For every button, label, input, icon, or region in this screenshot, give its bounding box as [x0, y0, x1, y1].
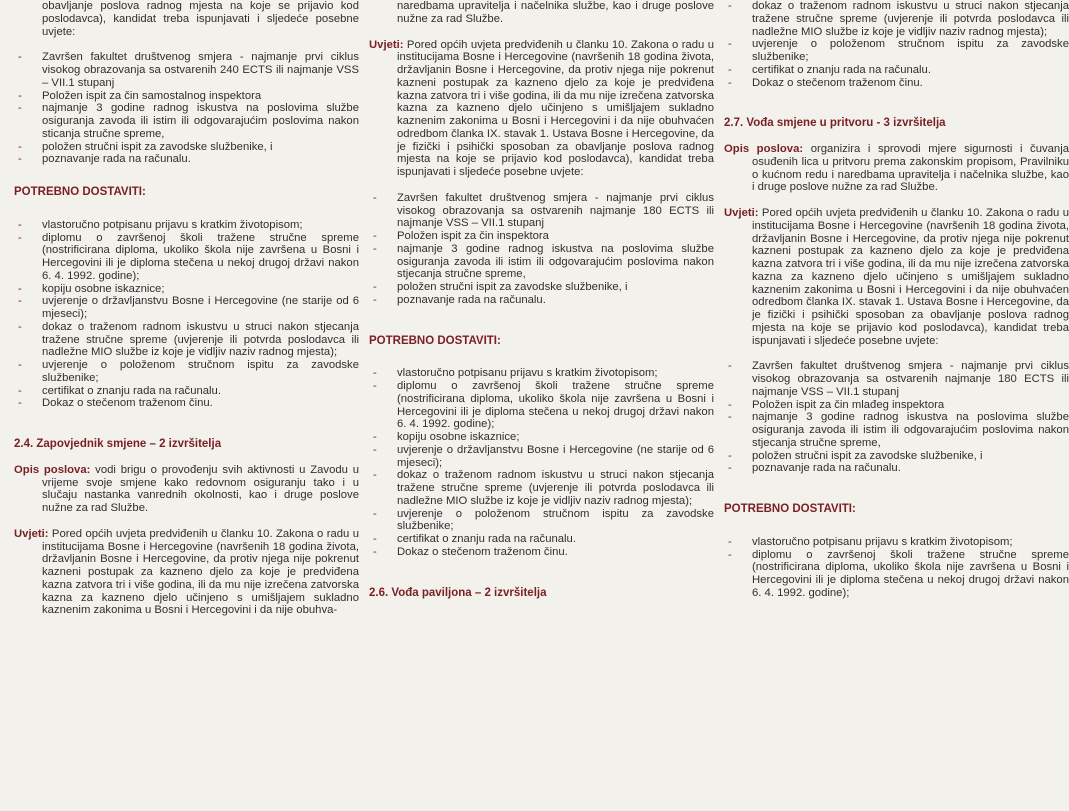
- condition-item: - Položen ispit za čin inspektora: [373, 230, 549, 242]
- uvjeti-paragraph: [14, 528, 359, 617]
- docs-list-continued: [724, 0, 1069, 89]
- dash-icon: -: [18, 384, 22, 397]
- doc-item: - vlastoručno potpisanu prijavu s kratkim životopisom;: [18, 218, 303, 231]
- doc-item: - diplomu o završenoj školi tražene stručne spreme (nostrificirana diploma, ukoliko škola nije završena u Bosni i Hercegovini ili je diploma stečena u nekoj drugoj državi nakon 6. 4. 1992. godine);: [728, 548, 1069, 599]
- doc-item: - dokaz o traženom radnom iskustvu u struci nakon stjecanja tražene stručne spreme (uvjerenje ili potvrda poslodavca ili nadležne MIO službe iz koje je vidljiv naziv radnog mjesta);: [18, 320, 359, 359]
- condition-item: - položen stručni ispit za zavodske službenike, i: [18, 140, 273, 153]
- dash-icon: -: [373, 367, 377, 380]
- doc-item: - Dokaz o stečenom traženom činu.: [18, 397, 213, 410]
- column-2: [369, 0, 714, 599]
- uvjeti-paragraph: [724, 207, 1069, 347]
- condition-item: - poznavanje rada na računalu.: [18, 153, 191, 166]
- opis-poslova-paragraph: [14, 464, 359, 515]
- doc-item: - Dokaz o stečenom traženom činu.: [728, 76, 923, 89]
- docs-heading: POTREBNO DOSTAVITI:: [369, 334, 501, 347]
- dash-icon: -: [373, 242, 377, 255]
- condition-item: - poznavanje rada na računalu.: [373, 293, 546, 306]
- dash-icon: -: [373, 443, 377, 456]
- condition-item: - Završen fakultet društvenog smjera - najmanje prvi ciklus visokog obrazovanja sa ostvarenih najmanje 180 ECTS ili najmanje VSS – VII.1 stupanj: [728, 360, 1069, 398]
- doc-item: - diplomu o završenoj školi tražene stručne spreme (nostrificirana diploma, ukoliko škola nije završena u Bosni i Hercegovini ili je diploma stečena u nekoj drugoj državi nakon 6. 4. 1992. godine);: [18, 231, 359, 282]
- docs-heading: POTREBNO DOSTAVITI:: [14, 186, 146, 198]
- dash-icon: -: [18, 231, 22, 244]
- dash-icon: -: [728, 0, 732, 12]
- dash-icon: -: [18, 218, 22, 231]
- uvjeti-text: Pored općih uvjeta predviđenih u članku 10. Zakona o radu u institucijama Bosne i Hercegovine (navršenih 18 godina života, državljanin Bosne i Hercegovine, da protiv njega nije pokrenut kazneni postupak za kazneno djelo za koje je predviđena kazna zatvora tri i više godina, ili da mu nije izrečena zatvorska kazna za kazneno djelo učinjeno s umišljajem sukladno kaznenim zakonima u Bosni i Hercegovini i da nije obuhvaćen odredbom članka IX. stavak 1. Ustava Bosne i Hercegovine, da je fizički i psihički sposoban za obavljanje poslova radnog mjesta na koje se prijavio kod poslodavca), kandidat treba ispunjavati i sljedeće posebne uvjete:: [397, 38, 714, 178]
- uvjeti-label: Uvjeti:: [14, 527, 49, 540]
- doc-item: - uvjerenje o položenom stručnom ispitu za zavodske službenike;: [728, 38, 1069, 63]
- dash-icon: -: [373, 281, 377, 293]
- condition-item: - najmanje 3 godine radnog iskustva na poslovima službe osiguranja zavoda ili istim ili odgovarajućim poslovima nakon stjecanja stručne spreme,: [728, 411, 1069, 449]
- dash-icon: -: [373, 191, 377, 204]
- dash-icon: -: [18, 51, 22, 64]
- uvjeti-label: Uvjeti:: [724, 207, 759, 219]
- docs-list: [369, 367, 714, 558]
- dash-icon: -: [728, 63, 732, 76]
- conditions-list: [369, 192, 714, 307]
- opis-poslova-paragraph: [724, 143, 1069, 194]
- doc-item: - uvjerenje o položenom stručnom ispitu za zavodske službenike;: [373, 507, 714, 533]
- dash-icon: -: [728, 535, 732, 548]
- opis-label: Opis poslova:: [724, 143, 804, 155]
- doc-item: - uvjerenje o državljanstvu Bosne i Hercegovine (ne starije od 6 mjeseci);: [373, 443, 714, 469]
- docs-list: [14, 219, 359, 410]
- dash-icon: -: [18, 295, 22, 308]
- dash-icon: -: [373, 545, 377, 558]
- dash-icon: -: [18, 320, 22, 333]
- dash-icon: -: [728, 548, 732, 561]
- doc-item: - dokaz o traženom radnom iskustvu u struci nakon stjecanja tražene stručne spreme (uvjerenje ili potvrda poslodavca ili nadležne MIO službe iz koje je vidljiv naziv radnog mjesta);: [373, 469, 714, 507]
- conditions-list: [724, 360, 1069, 475]
- doc-item: - certifikat o znanju rada na računalu.: [18, 384, 221, 397]
- text-continuation: obavljanje poslova radnog mjesta na koje se prijavio kod poslodavca), kandidat treba ispunjavati i sljedeće posebne uvjete:: [42, 0, 359, 38]
- condition-item: - najmanje 3 godine radnog iskustva na poslovima službe osiguranja zavoda ili istim ili odgovarajućim poslovima nakon stjecanja stručne spreme,: [373, 242, 714, 281]
- doc-item: - dokaz o traženom radnom iskustvu u struci nakon stjecanja tražene stručne spreme (uvjerenje ili potvrda poslodavca ili nadležne MIO službe iz koje je vidljiv naziv radnog mjesta);: [728, 0, 1069, 38]
- doc-item: - vlastoručno potpisanu prijavu s kratkim životopisom;: [373, 367, 658, 380]
- dash-icon: -: [373, 431, 377, 443]
- docs-heading: POTREBNO DOSTAVITI:: [724, 503, 856, 515]
- condition-item: - Položen ispit za čin samostalnog inspektora: [18, 89, 262, 102]
- dash-icon: -: [373, 230, 377, 242]
- condition-item: - položen stručni ispit za zavodske službenike, i: [728, 449, 983, 462]
- condition-item: - Završen fakultet društvenog smjera - najmanje prvi ciklus visokog obrazovanja sa ostvarenih najmanje 180 ECTS ili najmanje VSS – VII.1 stupanj: [373, 191, 714, 230]
- dash-icon: -: [373, 380, 377, 392]
- dash-icon: -: [728, 398, 732, 411]
- column-3: [724, 0, 1069, 600]
- text-continuation: naredbama upravitelja i načelnika službe, kao i druge poslove nužne za rad Službe.: [397, 0, 714, 25]
- dash-icon: -: [18, 102, 22, 115]
- dash-icon: -: [373, 469, 377, 482]
- dash-icon: -: [18, 282, 22, 295]
- dash-icon: -: [728, 38, 732, 51]
- dash-icon: -: [373, 293, 377, 306]
- uvjeti-text: Pored općih uvjeta predviđenih u članku 10. Zakona o radu u institucijama Bosne i Hercegovine (navršenih 18 godina života, državljanin Bosne i Hercegovine, da protiv njega nije pokrenut kazneni postupak za kazneno djelo za koje je predviđena kazna zatvora tri i više godina, ili da mu nije izrečena zatvorska kazna za kazneno djelo učinjeno s umišljajem sukladno kaznenim zakonima u Bosni i Hercegovini i da nije obuhvaćen odredbom članka IX. stavak 1. Ustava Bosne i Hercegovine, da je fizički i psihički sposoban za obavljanje poslova radnog mjesta na koje se prijavio kod poslodavca), kandidat treba ispunjavati i sljedeće posebne uvjete:: [752, 207, 1069, 347]
- doc-item: - kopiju osobne iskaznice;: [373, 431, 520, 443]
- dash-icon: -: [728, 462, 732, 475]
- doc-item: - uvjerenje o položenom stručnom ispitu za zavodske službenike;: [18, 359, 359, 384]
- opis-label: Opis poslova:: [14, 463, 91, 476]
- doc-item: - diplomu o završenoj školi tražene stručne spreme (nostrificirana diploma, ukoliko škola nije završena u Bosni i Hercegovini ili je diploma stečena u nekoj drugoj državi nakon 6. 4. 1992. godine);: [373, 380, 714, 431]
- doc-item: - vlastoručno potpisanu prijavu s kratkim životopisom;: [728, 535, 1013, 548]
- section-heading: 2.4. Zapovjednik smjene – 2 izvršitelja: [14, 438, 222, 450]
- condition-item: - Završen fakultet društvenog smjera - najmanje prvi ciklus visokog obrazovanja sa ostvarenih 240 ECTS ili najmanje VSS – VII.1 stupanj: [18, 51, 359, 89]
- docs-list: [724, 536, 1069, 600]
- dash-icon: -: [728, 360, 732, 373]
- doc-item: - certifikat o znanju rada na računalu.: [728, 63, 931, 76]
- dash-icon: -: [373, 533, 377, 545]
- conditions-list: [14, 51, 359, 166]
- doc-item: - kopiju osobne iskaznice;: [18, 282, 165, 295]
- section-heading: 2.7. Vođa smjene u pritvoru - 3 izvršitelja: [724, 117, 946, 130]
- dash-icon: -: [18, 140, 22, 153]
- dash-icon: -: [18, 397, 22, 410]
- dash-icon: -: [728, 449, 732, 462]
- doc-item: - Dokaz o stečenom traženom činu.: [373, 545, 568, 558]
- dash-icon: -: [18, 89, 22, 102]
- dash-icon: -: [728, 76, 732, 89]
- condition-item: - najmanje 3 godine radnog iskustva na poslovima službe osiguranja zavoda ili istim ili odgovarajućim poslovima nakon sticanja stručne spreme,: [18, 102, 359, 140]
- uvjeti-paragraph: [369, 39, 714, 179]
- dash-icon: -: [18, 359, 22, 371]
- dash-icon: -: [18, 153, 22, 166]
- condition-item: - poznavanje rada na računalu.: [728, 462, 901, 475]
- doc-item: - uvjerenje o državljanstvu Bosne i Hercegovine (ne starije od 6 mjeseci);: [18, 295, 359, 320]
- doc-item: - certifikat o znanju rada na računalu.: [373, 533, 576, 545]
- dash-icon: -: [728, 411, 732, 424]
- condition-item: - Položen ispit za čin mlađeg inspektora: [728, 398, 945, 411]
- opis-text: vodi brigu o provođenju svih aktivnosti u Zavodu u vrijeme svoje smjene kako redovnom osiguranju tako i u slučaju nastanka vanrednih okolnosti, kao i druge poslove nužne za rad Službe.: [42, 463, 359, 514]
- column-1: [14, 0, 359, 617]
- dash-icon: -: [373, 507, 377, 520]
- section-heading: 2.6. Vođa paviljona – 2 izvršitelja: [369, 586, 547, 599]
- uvjeti-label: Uvjeti:: [369, 38, 404, 51]
- opis-text: organizira i sprovodi mjere sigurnosti i čuvanja osuđenih lica u pritvoru prema zakonskim propisom, Pravilniku o kućnom redu i naredbama upravitelja i načelnika službe, kao i druge poslove nužne za rad Službe.: [752, 143, 1069, 194]
- uvjeti-text: Pored općih uvjeta predviđenih u članku 10. Zakona o radu u institucijama Bosne i Hercegovine (navršenih 18 godina života, državljanin Bosne i Hercegovine, da protiv njega nije pokrenut kazneni postupak za kazneno djelo za koje je predviđena kazna zatvora tri i više godina, ili da mu nije izrečena zatvorska kazna za kazneno djelo učinjeno s umišljajem sukladno kaznenim zakonima u Bosni i Hercegovini i da nije obuhva-: [42, 527, 359, 617]
- condition-item: - položen stručni ispit za zavodske službenike, i: [373, 281, 628, 293]
